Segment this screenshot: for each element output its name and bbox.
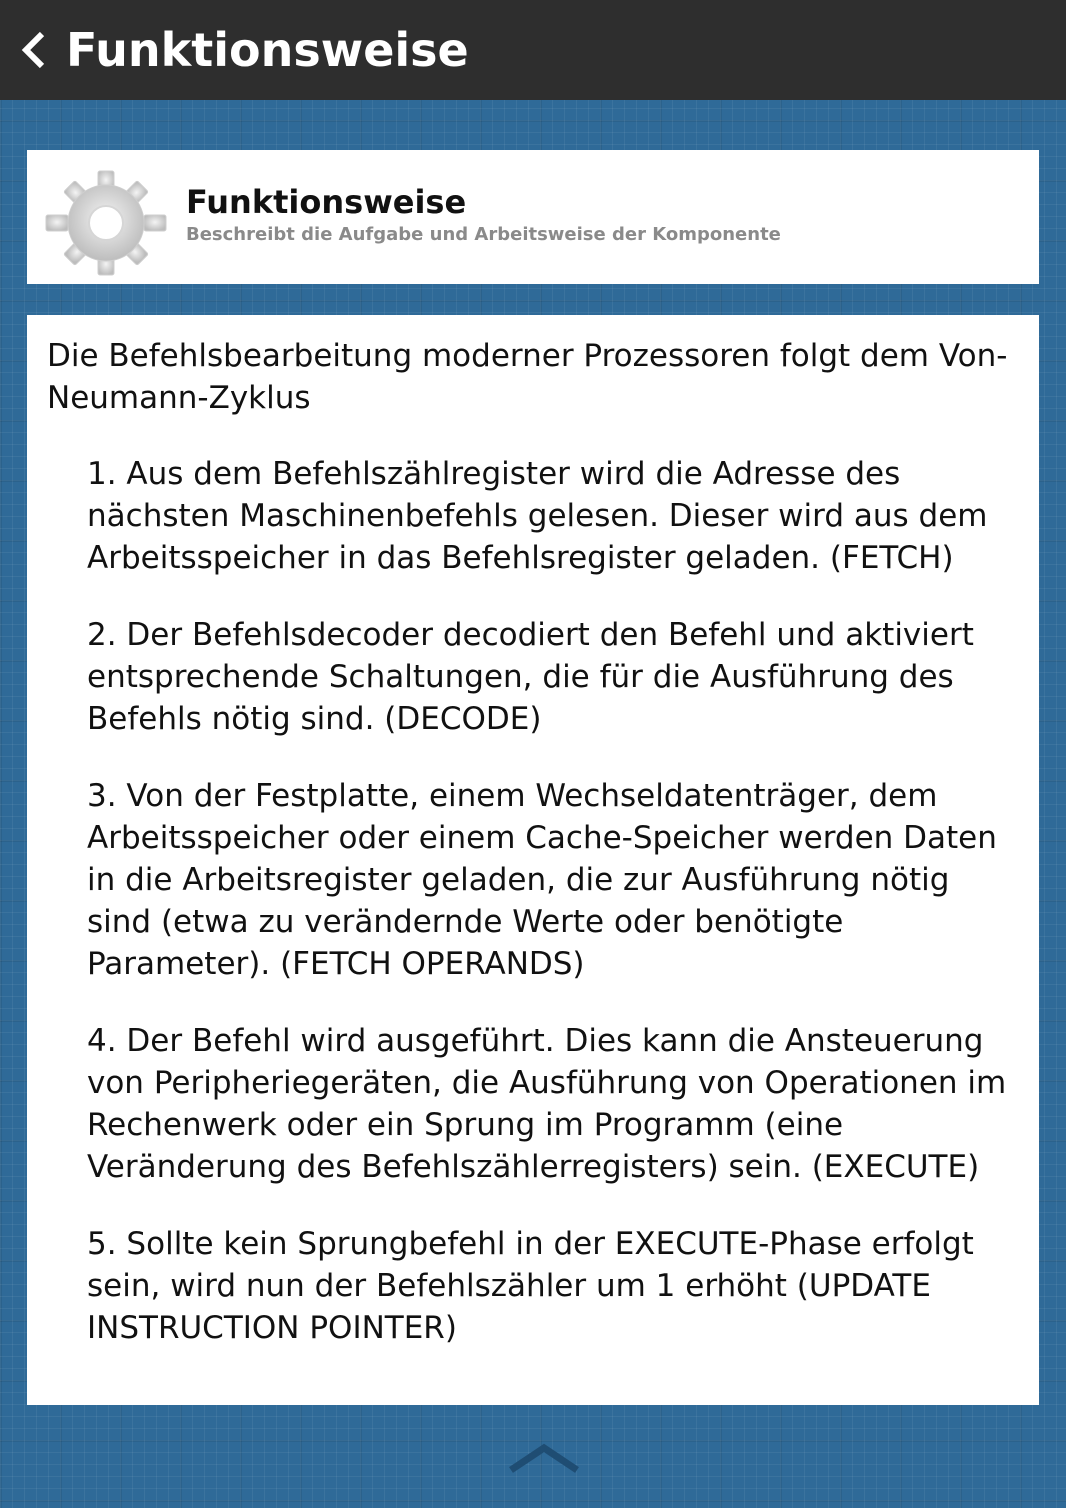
step-item: 2. Der Befehlsdecoder decodiert den Befehl und aktiviert entsprechende Schaltungen, die für die Ausführung des Befehls nötig sind. (DECODE) (87, 617, 974, 737)
scroll-up-button[interactable] (507, 1440, 581, 1480)
content-card (27, 315, 1039, 1405)
step-item: 4. Der Befehl wird ausgeführt. Dies kann die Ansteuerung von Peripheriegeräten, die Ausführung von Operationen im Rechenwerk oder ein Sprung im Programm (eine Veränderung des Befehlszählerregisters) sein. (EXECUTE) (87, 1023, 1007, 1185)
intro-text: Die Befehlsbearbeitung moderner Prozessoren folgt dem Von-Neumann-Zyklus (47, 338, 1008, 416)
step-item: 3. Von der Festplatte, einem Wechseldatenträger, dem Arbeitsspeicher oder einem Cache-Speicher werden Daten in die Arbeitsregister geladen, die zur Ausführung nötig sind (etwa zu verändernde Werte oder benötigte Parameter). (FETCH OPERANDS) (87, 778, 997, 982)
chevron-left-icon (18, 30, 50, 70)
chevron-up-icon (511, 1448, 577, 1470)
gear-icon (44, 170, 168, 276)
back-button[interactable] (0, 0, 50, 100)
section-header-card (27, 150, 1039, 284)
section-title: Funktionsweise (186, 183, 467, 221)
step-item: 5. Sollte kein Sprungbefehl in der EXECUTE-Phase erfolgt sein, wird nun der Befehlszähler um 1 erhöht (UPDATE INSTRUCTION POINTER) (87, 1226, 974, 1346)
page-title: Funktionsweise (66, 23, 469, 77)
top-bar (0, 0, 1066, 100)
step-list (47, 453, 1017, 1349)
step-item: 1. Aus dem Befehlszählregister wird die Adresse des nächsten Maschinenbefehls gelesen. Dieser wird aus dem Arbeitsspeicher in das Befehlsregister geladen. (FETCH) (87, 456, 988, 576)
section-subtitle: Beschreibt die Aufgabe und Arbeitsweise der Komponente (186, 224, 781, 245)
